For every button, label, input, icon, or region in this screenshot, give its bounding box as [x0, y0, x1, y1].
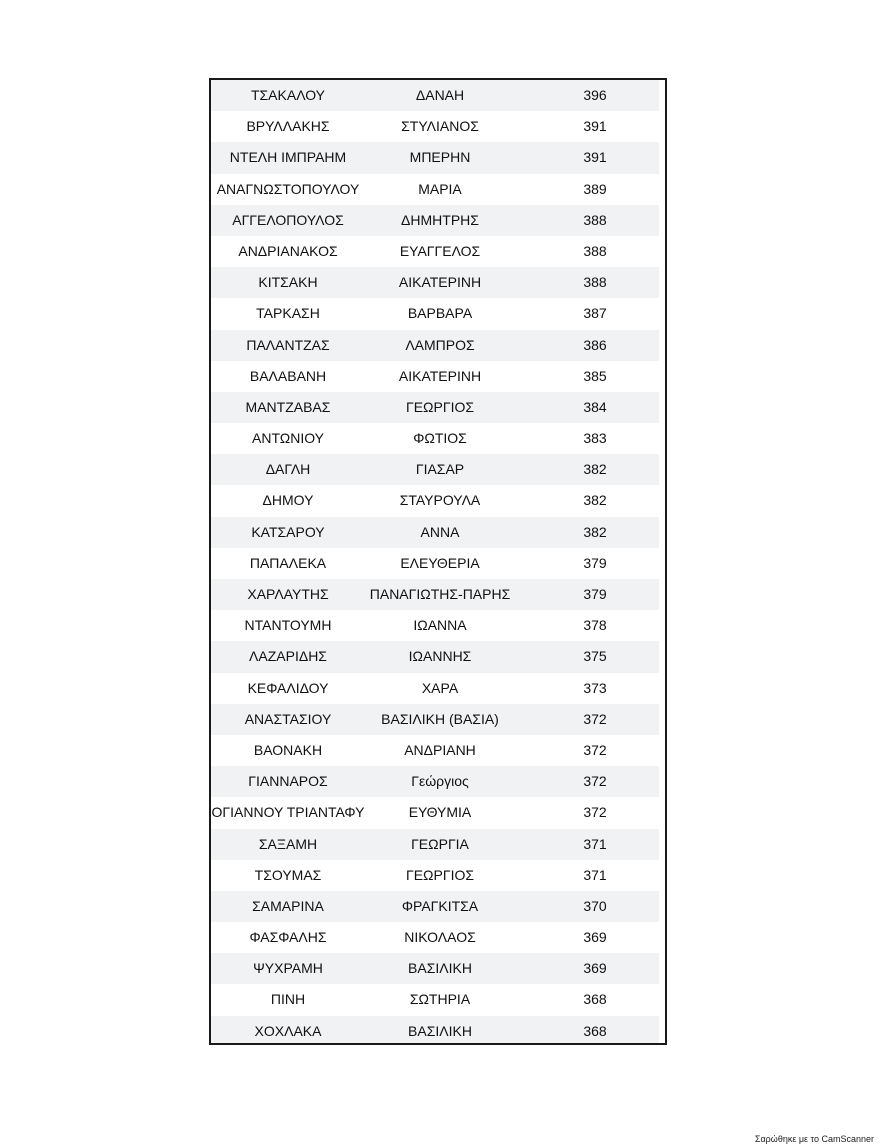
first-name-cell: ΦΩΤΙΟΣ [413, 430, 467, 447]
row-edge [659, 1016, 665, 1045]
surname-cell: ΤΑΡΚΑΣΗ [256, 305, 320, 322]
surname-cell: ΑΝΔΡΙΑΝΑΚΟΣ [238, 242, 338, 259]
score-cell: 386 [583, 336, 607, 353]
row-edge [659, 142, 665, 173]
table-row [211, 1016, 665, 1045]
surname-cell: ΔΑΓΛΗ [265, 461, 311, 478]
score-cell: 371 [583, 866, 607, 883]
row-edge [659, 579, 665, 610]
surname-cell: ΠΑΛΑΝΤΖΑΣ [246, 336, 330, 353]
first-name-cell: ΕΥΑΓΓΕΛΟΣ [399, 242, 481, 259]
first-name-cell: ΒΑΡΒΑΡΑ [407, 305, 473, 322]
first-name-cell: ΜΠΕΡΗΝ [409, 149, 471, 166]
first-name-cell: ΦΡΑΓΚΙΤΣΑ [401, 897, 479, 914]
surname-cell: ΜΑΝΤΖΑΒΑΣ [245, 398, 331, 415]
score-cell: 389 [583, 180, 607, 197]
score-cell: 372 [583, 710, 607, 727]
first-name-cell: ΑΙΚΑΤΕΡΙΝΗ [398, 274, 482, 291]
first-name-cell: ΔΑΝΑΗ [415, 87, 465, 103]
table-row [211, 142, 665, 173]
score-cell: 372 [583, 804, 607, 821]
surname-cell: ΑΝΑΣΤΑΣΙΟΥ [244, 710, 332, 727]
row-edge [659, 174, 665, 205]
score-cell: 396 [583, 87, 607, 103]
first-name-cell: ΣΩΤΗΡΙΑ [409, 991, 471, 1008]
table-row [211, 330, 665, 361]
table-row [211, 579, 665, 610]
surname-cell: ΔΗΜΟΥ [262, 492, 314, 509]
first-name-cell: ΙΩΑΝΝΗΣ [408, 648, 472, 665]
surname-cell: ΦΑΣΦΑΛΗΣ [249, 929, 327, 946]
score-cell: 391 [583, 149, 607, 166]
first-name-cell: ΑΝΔΡΙΑΝΗ [404, 741, 476, 758]
first-name-cell: ΕΛΕΥΘΕΡΙΑ [400, 554, 480, 571]
row-edge [659, 704, 665, 735]
score-cell: 384 [583, 398, 607, 415]
first-name-cell: ΓΕΩΡΓΙΟΣ [406, 866, 474, 883]
score-cell: 388 [583, 211, 607, 228]
surname-cell: ΟΓΙΑΝΝΟΥ ΤΡΙΑΝΤΑΦΥ [211, 804, 365, 821]
surname-cell: ΚΑΤΣΑΡΟΥ [251, 523, 325, 540]
surname-cell: ΛΑΖΑΡΙΔΗΣ [249, 648, 327, 665]
table-row [211, 922, 665, 953]
first-name-cell: Γεώργιος [411, 773, 469, 790]
row-edge [659, 610, 665, 641]
row-edge [659, 548, 665, 579]
table-row [211, 953, 665, 984]
score-cell: 388 [583, 242, 607, 259]
surname-cell: ΝΤΑΝΤΟΥΜΗ [244, 617, 332, 634]
table-row [211, 891, 665, 922]
table-row [211, 485, 665, 516]
table-row [211, 673, 665, 704]
first-name-cell: ΧΑΡΑ [421, 679, 459, 696]
score-cell: 372 [583, 773, 607, 790]
surname-cell: ΠΙΝΗ [270, 991, 306, 1008]
table-row [211, 298, 665, 329]
row-edge [659, 111, 665, 142]
surname-cell: ΓΙΑΝΝΑΡΟΣ [248, 773, 328, 790]
table-row [211, 205, 665, 236]
score-cell: 378 [583, 617, 607, 634]
first-name-cell: ΒΑΣΙΛΙΚΗ (ΒΑΣΙΑ) [381, 710, 499, 727]
results-table [209, 78, 667, 1045]
table-row [211, 236, 665, 267]
row-edge [659, 641, 665, 672]
first-name-cell: ΑΙΚΑΤΕΡΙΝΗ [398, 367, 482, 384]
score-cell: 373 [583, 679, 607, 696]
score-cell: 385 [583, 367, 607, 384]
row-edge [659, 236, 665, 267]
surname-cell: ΒΡΥΛΛΑΚΗΣ [246, 118, 330, 135]
score-cell: 382 [583, 523, 607, 540]
first-name-cell: ΓΕΩΡΓΙΑ [411, 835, 469, 852]
row-edge [659, 392, 665, 423]
row-edge [659, 673, 665, 704]
surname-cell: ΧΑΡΛΑΥΤΗΣ [247, 586, 329, 602]
surname-cell: ΒΑΛΑΒΑΝΗ [249, 367, 327, 384]
table-row [211, 454, 665, 485]
row-edge [659, 517, 665, 548]
first-name-cell: ΑΝΝΑ [420, 523, 460, 540]
surname-cell: ΣΑΜΑΡΙΝΑ [252, 897, 324, 914]
first-name-cell: ΜΑΡΙΑ [418, 180, 462, 197]
surname-cell: ΣΑΞΑΜΗ [258, 835, 318, 852]
table-row [211, 641, 665, 672]
table-row [211, 361, 665, 392]
table-row [211, 797, 665, 828]
row-edge [659, 267, 665, 298]
row-edge [659, 454, 665, 485]
first-name-cell: ΒΑΣΙΛΙΚΗ [408, 960, 472, 977]
score-cell: 372 [583, 741, 607, 758]
surname-cell: ΧΟΧΛΑΚΑ [254, 1022, 322, 1039]
first-name-cell: ΣΤΥΛΙΑΝΟΣ [401, 118, 479, 135]
score-cell: 375 [583, 648, 607, 665]
first-name-cell: ΕΥΘΥΜΙΑ [408, 804, 472, 821]
table-row [211, 766, 665, 797]
row-edge [659, 922, 665, 953]
table-row [211, 517, 665, 548]
row-edge [659, 953, 665, 984]
first-name-cell: ΛΑΜΠΡΟΣ [405, 336, 475, 353]
table-row [211, 704, 665, 735]
table-row [211, 111, 665, 142]
table-body [211, 80, 665, 1045]
score-cell: 379 [583, 554, 607, 571]
surname-cell: ΑΝΑΓΝΩΣΤΟΠΟΥΛΟΥ [216, 180, 360, 197]
score-cell: 368 [583, 1022, 607, 1039]
surname-cell: ΝΤΕΛΗ ΙΜΠΡΑΗΜ [229, 149, 347, 166]
row-edge [659, 205, 665, 236]
score-cell: 388 [583, 274, 607, 291]
row-edge [659, 423, 665, 454]
first-name-cell: ΓΕΩΡΓΙΟΣ [406, 398, 474, 415]
first-name-cell: ΔΗΜΗΤΡΗΣ [401, 211, 479, 228]
table-row [211, 829, 665, 860]
row-edge [659, 330, 665, 361]
surname-cell: ΚΕΦΑΛΙΔΟΥ [247, 679, 329, 696]
row-edge [659, 735, 665, 766]
row-edge [659, 485, 665, 516]
table-row [211, 610, 665, 641]
score-cell: 368 [583, 991, 607, 1008]
score-cell: 391 [583, 118, 607, 135]
score-cell: 383 [583, 430, 607, 447]
row-edge [659, 361, 665, 392]
surname-cell: ΒΑΟΝΑΚΗ [253, 741, 323, 758]
row-edge [659, 984, 665, 1015]
row-edge [659, 891, 665, 922]
surname-cell: ΑΝΤΩΝΙΟΥ [252, 430, 324, 447]
table-row [211, 267, 665, 298]
score-cell: 369 [583, 929, 607, 946]
first-name-cell: ΠΑΝΑΓΙΩΤΗΣ-ΠΑΡΗΣ [369, 586, 511, 602]
table-row [211, 860, 665, 891]
row-edge [659, 860, 665, 891]
table-row [211, 423, 665, 454]
first-name-cell: ΒΑΣΙΛΙΚΗ [408, 1022, 472, 1039]
surname-cell: ΨΥΧΡΑΜΗ [253, 960, 323, 977]
row-edge [659, 80, 665, 111]
table-row [211, 392, 665, 423]
score-cell: 369 [583, 960, 607, 977]
first-name-cell: ΓΙΑΣΑΡ [415, 461, 465, 478]
table-row [211, 174, 665, 205]
score-cell: 379 [583, 586, 607, 602]
first-name-cell: ΣΤΑΥΡΟΥΛΑ [399, 492, 481, 509]
table-row [211, 548, 665, 579]
row-edge [659, 766, 665, 797]
row-edge [659, 797, 665, 828]
scanner-watermark: Σαρώθηκε με το CamScanner [754, 1134, 874, 1144]
row-edge [659, 829, 665, 860]
first-name-cell: ΝΙΚΟΛΑΟΣ [404, 929, 476, 946]
score-cell: 387 [583, 305, 607, 322]
surname-cell: ΤΣΟΥΜΑΣ [254, 866, 322, 883]
surname-cell: ΑΓΓΕΛΟΠΟΥΛΟΣ [232, 211, 344, 228]
table-row [211, 735, 665, 766]
surname-cell: ΠΑΠΑΛΕΚΑ [249, 554, 327, 571]
surname-cell: ΤΣΑΚΑΛΟΥ [250, 87, 326, 103]
score-cell: 382 [583, 461, 607, 478]
score-cell: 371 [583, 835, 607, 852]
table-row [211, 80, 665, 111]
score-cell: 382 [583, 492, 607, 509]
surname-cell: ΚΙΤΣΑΚΗ [258, 274, 318, 291]
score-cell: 370 [583, 897, 607, 914]
row-edge [659, 298, 665, 329]
first-name-cell: ΙΩΑΝΝΑ [413, 617, 467, 634]
table-row [211, 984, 665, 1015]
